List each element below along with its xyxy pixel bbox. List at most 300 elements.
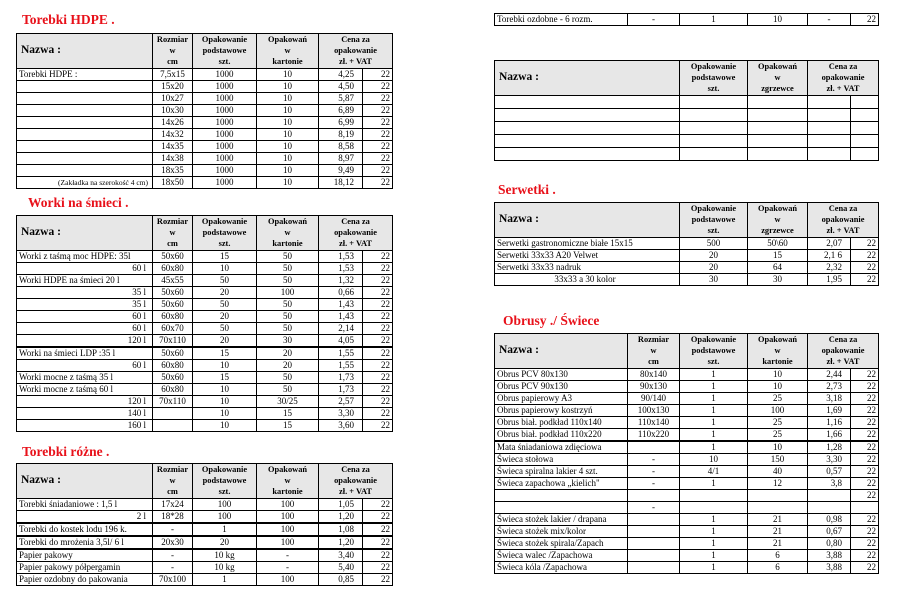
row-pack: 10 kg: [193, 561, 257, 573]
row-size: 18*28: [153, 510, 193, 523]
row-carton: 50: [257, 310, 319, 322]
header-opak_zgrz-line: zgrzewce: [761, 84, 794, 94]
row-vat: 22: [363, 383, 393, 395]
section-title-obrusy: Obrusy ./ Świece: [503, 313, 600, 328]
row-vat: 22: [363, 536, 393, 549]
row-vat: 22: [851, 537, 879, 549]
row-price: 1,55: [319, 347, 363, 360]
table-row: [17, 359, 393, 371]
row-pack: 10: [193, 383, 257, 395]
header-cena-line: opakowanie: [821, 73, 865, 83]
row-pack: 1000: [193, 152, 257, 164]
header-rozmiar: [153, 34, 193, 69]
header-opak_podst-line: Opakowanie: [201, 217, 248, 226]
row-price: 2,07: [808, 237, 851, 249]
row-pack: 15: [193, 347, 257, 360]
row-vat: 22: [363, 116, 393, 128]
row-pack: 1000: [193, 68, 257, 80]
table-row: [17, 298, 393, 310]
row-name: Torebki ozdobne - 6 rozm.: [495, 14, 628, 26]
row-pack: 20: [680, 249, 748, 261]
row-carton: 10: [748, 441, 808, 454]
row-price: 1,08: [319, 523, 363, 536]
header-opak_podst-line: podstawowe: [691, 346, 736, 356]
empty-cell: [851, 108, 879, 121]
row-pack: 1: [680, 368, 748, 380]
row-price: 3,30: [319, 407, 363, 419]
row-vat: 22: [363, 298, 393, 310]
table-row: [495, 453, 879, 465]
empty-cell: [495, 121, 680, 134]
row-price: 3,30: [808, 453, 851, 465]
table-row: [495, 416, 879, 428]
row-size: [628, 441, 680, 454]
table-header-row: [495, 61, 879, 96]
empty-cell: [495, 108, 680, 121]
row-vat: 22: [363, 310, 393, 322]
row-name: 60 l: [17, 359, 153, 371]
row-size: [628, 513, 680, 525]
header-cena-line: zł. + VAT: [339, 487, 372, 497]
header-opak_podst: [193, 34, 257, 69]
row-carton: 150: [748, 453, 808, 465]
row-pack: 1: [680, 525, 748, 537]
row-size: 7,5x15: [153, 68, 193, 80]
row-pack: 1000: [193, 164, 257, 176]
row-vat: [851, 501, 879, 513]
row-size: 60x80: [153, 383, 193, 395]
row-price: 0,57: [808, 465, 851, 477]
row-pack: 1000: [193, 104, 257, 116]
row-vat: 22: [363, 573, 393, 585]
header-cena-line: zł. + VAT: [339, 57, 372, 67]
empty-cell: [495, 147, 680, 160]
row-pack: 1: [680, 14, 748, 26]
row-size: [153, 407, 193, 419]
row-name: [495, 489, 628, 501]
row-price: 3,8: [808, 477, 851, 489]
table-row: [495, 368, 879, 380]
empty-cell: [748, 108, 808, 121]
table-row-empty: [495, 121, 879, 134]
row-price: 1,43: [319, 298, 363, 310]
empty-cell: [748, 134, 808, 147]
table-row: [495, 537, 879, 549]
row-carton: 10: [257, 176, 319, 188]
row-carton: 20: [257, 359, 319, 371]
row-vat: 22: [363, 419, 393, 431]
row-name: Obrus papierowy kostrzyń: [495, 404, 628, 416]
row-size: 70x100: [153, 573, 193, 585]
row-price: 8,97: [319, 152, 363, 164]
row-name: Obrus biał. podkład 110x220: [495, 428, 628, 441]
row-price: 2,32: [808, 261, 851, 273]
row-size: -: [628, 465, 680, 477]
empty-cell: [808, 121, 851, 134]
row-name: Świeca stołowa: [495, 453, 628, 465]
header-nazwa: Nazwa :: [17, 464, 153, 499]
header-opak_zgrz-line: Opakowań: [757, 62, 798, 71]
row-carton: 50: [257, 274, 319, 286]
table-row-empty: [495, 95, 879, 108]
row-name: 60 l: [17, 262, 153, 274]
row-size: 14x38: [153, 152, 193, 164]
table-row: [495, 501, 879, 513]
table-row: [495, 273, 879, 285]
row-price: 1,28: [808, 441, 851, 454]
header-opak_zgrz-line: zgrzewce: [761, 226, 794, 236]
empty-cell: [495, 95, 680, 108]
row-price: 2,57: [319, 395, 363, 407]
row-vat: 22: [363, 407, 393, 419]
row-size: 14x35: [153, 140, 193, 152]
row-vat: 22: [851, 428, 879, 441]
row-size: 18x50: [153, 176, 193, 188]
row-name: 35 l: [17, 286, 153, 298]
row-vat: 22: [851, 392, 879, 404]
table-row: [17, 116, 393, 128]
row-name: Worki mocne z taśmą 60 l: [17, 383, 153, 395]
row-pack: 10: [193, 262, 257, 274]
table-header-row: [495, 334, 879, 369]
header-cena-line: zł. + VAT: [826, 226, 860, 236]
header-opak_karton: [257, 464, 319, 499]
row-vat: 22: [363, 498, 393, 510]
empty-cell: [680, 134, 748, 147]
table-header-row: [17, 34, 393, 69]
header-cena-line: zł. + VAT: [826, 357, 860, 367]
row-price: 2,44: [808, 368, 851, 380]
row-price: 5,40: [319, 561, 363, 573]
row-price: 2,73: [808, 380, 851, 392]
row-carton: 10: [257, 116, 319, 128]
header-opak_karton-line: kartonie: [272, 57, 303, 67]
row-name: Papier ozdobny do pakowania: [17, 573, 153, 585]
header-cena: [319, 216, 393, 251]
row-size: 60x70: [153, 322, 193, 334]
row-name: 60 l: [17, 310, 153, 322]
row-carton: 100: [257, 286, 319, 298]
row-carton: 15: [257, 419, 319, 431]
table-serwetki: [494, 202, 879, 286]
row-carton: 50: [257, 250, 319, 262]
header-rozmiar-line: w: [169, 46, 176, 56]
table-row: [17, 510, 393, 523]
table-row: [17, 140, 393, 152]
header-opak_podst-line: szt.: [707, 84, 720, 94]
row-price: 0,67: [808, 525, 851, 537]
row-carton: 100: [257, 573, 319, 585]
row-carton: 21: [748, 525, 808, 537]
row-pack: 20: [193, 536, 257, 549]
row-pack: 100: [193, 510, 257, 523]
table-row: [495, 249, 879, 261]
header-cena-line: Cena za: [341, 35, 370, 44]
row-name: Obrus biał. podkład 110x140: [495, 416, 628, 428]
table-row: [495, 237, 879, 249]
row-vat: 22: [363, 334, 393, 347]
header-opak_karton: [748, 334, 808, 369]
row-vat: 22: [851, 368, 879, 380]
row-price: 4,25: [319, 68, 363, 80]
row-name: 120 l: [17, 334, 153, 347]
row-price: 2,1 6: [808, 249, 851, 261]
row-size: 90/140: [628, 392, 680, 404]
row-carton: 100: [748, 404, 808, 416]
row-carton: 15: [257, 407, 319, 419]
row-size: -: [153, 549, 193, 562]
row-carton: 6: [748, 549, 808, 561]
row-size: 14x32: [153, 128, 193, 140]
row-size: 45x55: [153, 274, 193, 286]
header-rozmiar-line: Rozmiar: [156, 217, 189, 226]
row-name: Obrus PCV 90x130: [495, 380, 628, 392]
header-opak_karton-line: w: [774, 346, 781, 356]
row-vat: 22: [851, 237, 879, 249]
header-opak_podst-line: szt.: [707, 226, 720, 236]
row-name: 120 l: [17, 395, 153, 407]
header-rozmiar-line: Rozmiar: [637, 335, 670, 344]
row-vat: 22: [851, 549, 879, 561]
row-price: 0,98: [808, 513, 851, 525]
header-cena-line: opakowanie: [334, 476, 377, 486]
row-name: [17, 92, 153, 104]
row-pack: 1: [680, 549, 748, 561]
row-pack: 20: [193, 334, 257, 347]
header-rozmiar: [153, 216, 193, 251]
table-row: [17, 176, 393, 188]
table-obrusy: [494, 333, 879, 574]
row-pack: 1: [680, 537, 748, 549]
row-vat: 22: [851, 489, 879, 501]
table-row: [17, 274, 393, 286]
table-row: [495, 477, 879, 489]
row-vat: 22: [363, 322, 393, 334]
table-row: [17, 549, 393, 562]
row-price: 6,99: [319, 116, 363, 128]
header-nazwa: Nazwa :: [17, 216, 153, 251]
row-price: 1,73: [319, 383, 363, 395]
row-price: 1,73: [319, 371, 363, 383]
row-carton: 10: [257, 92, 319, 104]
row-carton: 100: [257, 523, 319, 536]
row-name: [17, 140, 153, 152]
row-price: 1,16: [808, 416, 851, 428]
row-size: 20x30: [153, 536, 193, 549]
row-vat: 22: [851, 261, 879, 273]
row-size: 18x35: [153, 164, 193, 176]
row-size: 100x130: [628, 404, 680, 416]
row-vat: 22: [851, 249, 879, 261]
empty-cell: [680, 147, 748, 160]
header-opak_karton-line: kartonie: [762, 357, 793, 367]
row-name: Worki z taśmą moc HDPE: 35l: [17, 250, 153, 262]
row-carton: 30/25: [257, 395, 319, 407]
row-vat: 22: [851, 416, 879, 428]
row-size: -: [153, 523, 193, 536]
table-row: [17, 407, 393, 419]
row-size: 110x140: [628, 416, 680, 428]
header-cena: [808, 61, 879, 96]
row-size: 50x60: [153, 298, 193, 310]
table-header-row: [17, 216, 393, 251]
row-vat: 22: [363, 371, 393, 383]
row-carton: 25: [748, 416, 808, 428]
row-name: 2 l: [17, 510, 153, 523]
table-row: [495, 465, 879, 477]
header-rozmiar-line: w: [169, 476, 176, 486]
row-name: Obrus PCV 80x130: [495, 368, 628, 380]
row-pack: 500: [680, 237, 748, 249]
header-nazwa: Nazwa :: [495, 61, 680, 96]
header-cena-line: zł. + VAT: [826, 84, 860, 94]
row-pack: 10 kg: [193, 549, 257, 562]
row-carton: 21: [748, 513, 808, 525]
table-row: [17, 262, 393, 274]
row-pack: 20: [680, 261, 748, 273]
header-opak_karton-line: Opakowań: [267, 35, 308, 44]
row-pack: 10: [193, 359, 257, 371]
row-size: 60x80: [153, 262, 193, 274]
row-carton: 10: [257, 68, 319, 80]
row-bundle: 50\60: [748, 237, 808, 249]
table-ozdobne: [494, 13, 879, 26]
empty-cell: [851, 95, 879, 108]
row-name: (Zakładka na szerokość 4 cm): [17, 176, 153, 188]
header-opak_podst-line: Opakowanie: [201, 35, 248, 44]
table-row: [17, 419, 393, 431]
row-name: Torebki śniadaniowe : 1,5 l: [17, 498, 153, 510]
row-vat: 22: [851, 380, 879, 392]
row-name: Serwetki 33x33 nadruk: [495, 261, 680, 273]
row-name: [17, 116, 153, 128]
empty-cell: [808, 134, 851, 147]
row-name: Świeca stożek mix/kolor: [495, 525, 628, 537]
table-row: [17, 334, 393, 347]
row-size: 50x60: [153, 286, 193, 298]
header-cena-line: Cena za: [341, 217, 370, 226]
header-cena-line: Cena za: [828, 204, 858, 213]
row-pack: 1000: [193, 176, 257, 188]
row-name: [17, 104, 153, 116]
table-row: [17, 286, 393, 298]
empty-cell: [808, 147, 851, 160]
header-rozmiar-line: Rozmiar: [156, 465, 189, 474]
row-name: 140 l: [17, 407, 153, 419]
table-row: [17, 322, 393, 334]
row-size: 17x24: [153, 498, 193, 510]
row-price: 3,18: [808, 392, 851, 404]
row-vat: 22: [363, 395, 393, 407]
row-pack: 50: [193, 298, 257, 310]
row-carton: 40: [748, 465, 808, 477]
header-opak_karton: [257, 34, 319, 69]
row-size: 80x140: [628, 368, 680, 380]
row-size: 50x60: [153, 347, 193, 360]
header-opak_zgrz: [748, 203, 808, 238]
row-size: 15x20: [153, 80, 193, 92]
empty-cell: [495, 134, 680, 147]
header-rozmiar-line: cm: [167, 57, 178, 67]
table-row: [17, 92, 393, 104]
row-price: 4,50: [319, 80, 363, 92]
empty-cell: [680, 121, 748, 134]
row-carton: 10: [257, 128, 319, 140]
row-bundle: 64: [748, 261, 808, 273]
header-rozmiar: [628, 334, 680, 369]
header-cena: [808, 334, 879, 369]
row-carton: 50: [257, 383, 319, 395]
header-rozmiar-line: cm: [167, 239, 178, 249]
row-carton: 12: [748, 477, 808, 489]
row-vat: 22: [363, 347, 393, 360]
empty-cell: [851, 147, 879, 160]
header-opak_podst-line: podstawowe: [202, 228, 247, 238]
row-size: -: [153, 561, 193, 573]
row-size: 50x60: [153, 250, 193, 262]
table-row: [495, 14, 879, 26]
row-vat: 22: [363, 68, 393, 80]
row-pack: 1: [680, 477, 748, 489]
header-opak_podst: [680, 61, 748, 96]
empty-cell: [851, 121, 879, 134]
row-carton: 10: [748, 14, 808, 26]
row-name: Świeca walec /Zapachowa: [495, 549, 628, 561]
row-price: 1,20: [319, 536, 363, 549]
header-opak_podst-line: Opakowanie: [690, 62, 737, 71]
row-bundle: 30: [748, 273, 808, 285]
header-opak_karton-line: w: [284, 46, 291, 56]
row-name: Worki na śmieci LDP :35 l: [17, 347, 153, 360]
row-size: -: [628, 453, 680, 465]
row-carton: 25: [748, 392, 808, 404]
row-price: 3,88: [808, 549, 851, 561]
table-row: [17, 310, 393, 322]
row-carton: 30: [257, 334, 319, 347]
empty-cell: [808, 108, 851, 121]
row-carton: 50: [257, 371, 319, 383]
table-row: [17, 128, 393, 140]
row-price: -: [808, 14, 851, 26]
row-price: [808, 489, 851, 501]
row-pack: 15: [193, 371, 257, 383]
row-pack: 30: [680, 273, 748, 285]
table-row: [495, 441, 879, 454]
empty-cell: [748, 95, 808, 108]
row-price: [808, 501, 851, 513]
row-price: 3,60: [319, 419, 363, 431]
row-name: Worki mocne z taśmą 35 l: [17, 371, 153, 383]
row-carton: 100: [257, 510, 319, 523]
row-name: Torebki do mrożenia 3,5l/ 6 l: [17, 536, 153, 549]
row-carton: 10: [748, 368, 808, 380]
row-pack: 10: [680, 453, 748, 465]
header-cena: [319, 34, 393, 69]
row-size: 90x130: [628, 380, 680, 392]
table-row: [495, 549, 879, 561]
row-pack: 1: [680, 561, 748, 573]
row-price: 1,69: [808, 404, 851, 416]
header-rozmiar-line: cm: [167, 487, 178, 497]
row-pack: 1: [680, 416, 748, 428]
header-cena-line: Cena za: [341, 465, 370, 474]
row-carton: 10: [257, 104, 319, 116]
row-vat: 22: [363, 92, 393, 104]
row-vat: 22: [363, 250, 393, 262]
header-nazwa: Nazwa :: [495, 203, 680, 238]
row-vat: 22: [851, 513, 879, 525]
row-size: 70x110: [153, 395, 193, 407]
